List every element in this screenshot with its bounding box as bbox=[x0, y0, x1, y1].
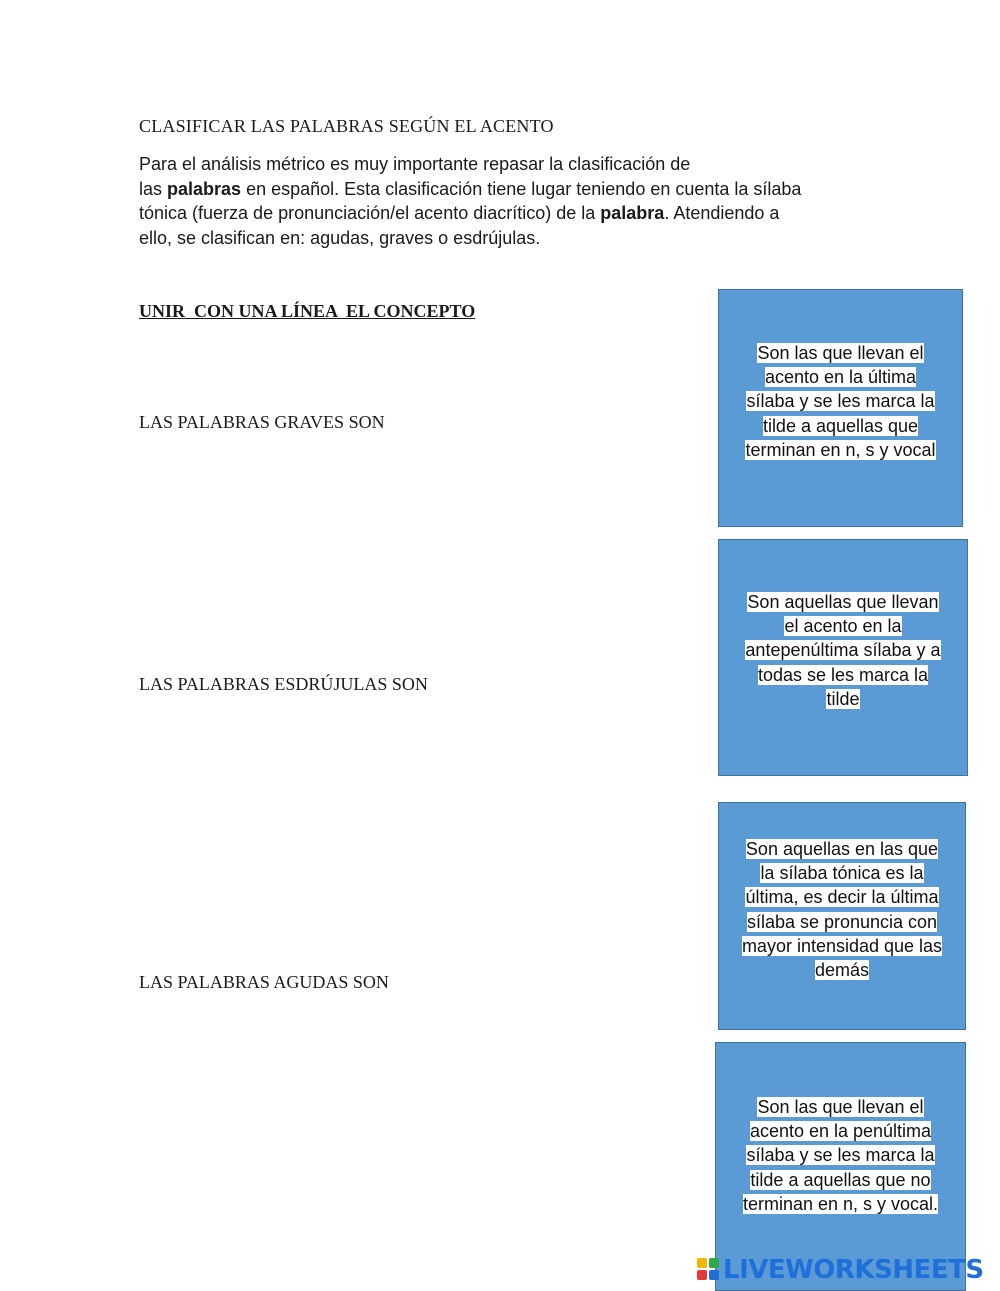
intro-bold-word: palabra bbox=[600, 203, 665, 223]
intro-line-2 bbox=[139, 177, 879, 202]
liveworksheets-logo-icon bbox=[697, 1258, 721, 1282]
definition-line: el acento en la bbox=[784, 616, 902, 637]
liveworksheets-logo bbox=[697, 1255, 984, 1285]
definition-box-1[interactable] bbox=[718, 289, 963, 527]
definition-line: todas se les marca la bbox=[757, 664, 929, 685]
instruction-heading: UNIR CON UNA LÍNEA EL CONCEPTO bbox=[139, 301, 476, 321]
definition-line: mayor intensidad que las bbox=[741, 935, 943, 956]
definition-line: antepenúltima sílaba y a bbox=[745, 640, 941, 661]
term-agudas[interactable]: LAS PALABRAS AGUDAS SON bbox=[139, 972, 389, 992]
definition-text bbox=[733, 341, 948, 526]
definition-line: Son aquellas que llevan bbox=[747, 592, 939, 612]
definition-line: sílaba y se les marca la bbox=[746, 1145, 935, 1166]
definition-box-2[interactable] bbox=[718, 539, 968, 776]
intro-line-1: Para el análisis métrico es muy importante repasar la clasificación de bbox=[139, 154, 691, 174]
intro-text: en español. Esta clasificación tiene lugar teniendo en cuenta la sílaba bbox=[241, 178, 802, 199]
definition-line: terminan en n, s y vocal bbox=[745, 439, 936, 460]
definition-line: acento en la última bbox=[764, 367, 917, 388]
intro-text: . Atendiendo a bbox=[664, 203, 780, 223]
definition-text bbox=[736, 590, 951, 775]
definition-line: la sílaba tónica es la bbox=[760, 863, 924, 884]
term-esdrujulas[interactable]: LAS PALABRAS ESDRÚJULAS SON bbox=[139, 674, 428, 694]
intro-line-4: ello, se clasifican en: agudas, graves o esdrújulas. bbox=[139, 227, 541, 248]
term-graves[interactable]: LAS PALABRAS GRAVES SON bbox=[139, 412, 385, 432]
intro-text: tónica (fuerza de pronunciación/el acento diacrítico) de la bbox=[139, 203, 601, 223]
intro-line-3 bbox=[139, 201, 879, 226]
definition-box-3[interactable] bbox=[718, 802, 966, 1030]
definition-line: sílaba y se les marca la bbox=[746, 391, 935, 412]
definition-line: última, es decir la última bbox=[745, 887, 939, 908]
intro-paragraph bbox=[139, 152, 879, 250]
definition-line: terminan en n, s y vocal. bbox=[742, 1193, 939, 1214]
definition-line: Son las que llevan el bbox=[757, 343, 924, 363]
definition-box-4[interactable] bbox=[715, 1042, 966, 1291]
definition-line: Son aquellas en las que bbox=[745, 839, 939, 859]
intro-text: las bbox=[139, 178, 168, 199]
definition-line: tilde a aquellas que bbox=[762, 415, 919, 436]
definition-line: demás bbox=[814, 960, 870, 981]
definition-line: tilde a aquellas que no bbox=[750, 1169, 931, 1190]
definition-line: Son las que llevan el bbox=[757, 1097, 924, 1117]
page-title: CLASIFICAR LAS PALABRAS SEGÚN EL ACENTO bbox=[139, 116, 554, 136]
definition-line: acento en la penúltima bbox=[749, 1121, 932, 1142]
definition-text bbox=[735, 837, 950, 1029]
definition-line: sílaba se pronuncia con bbox=[746, 911, 938, 932]
definition-line: tilde bbox=[826, 688, 860, 709]
intro-bold-word: palabras bbox=[167, 178, 242, 199]
logo-text: LIVEWORKSHEETS bbox=[723, 1255, 984, 1285]
